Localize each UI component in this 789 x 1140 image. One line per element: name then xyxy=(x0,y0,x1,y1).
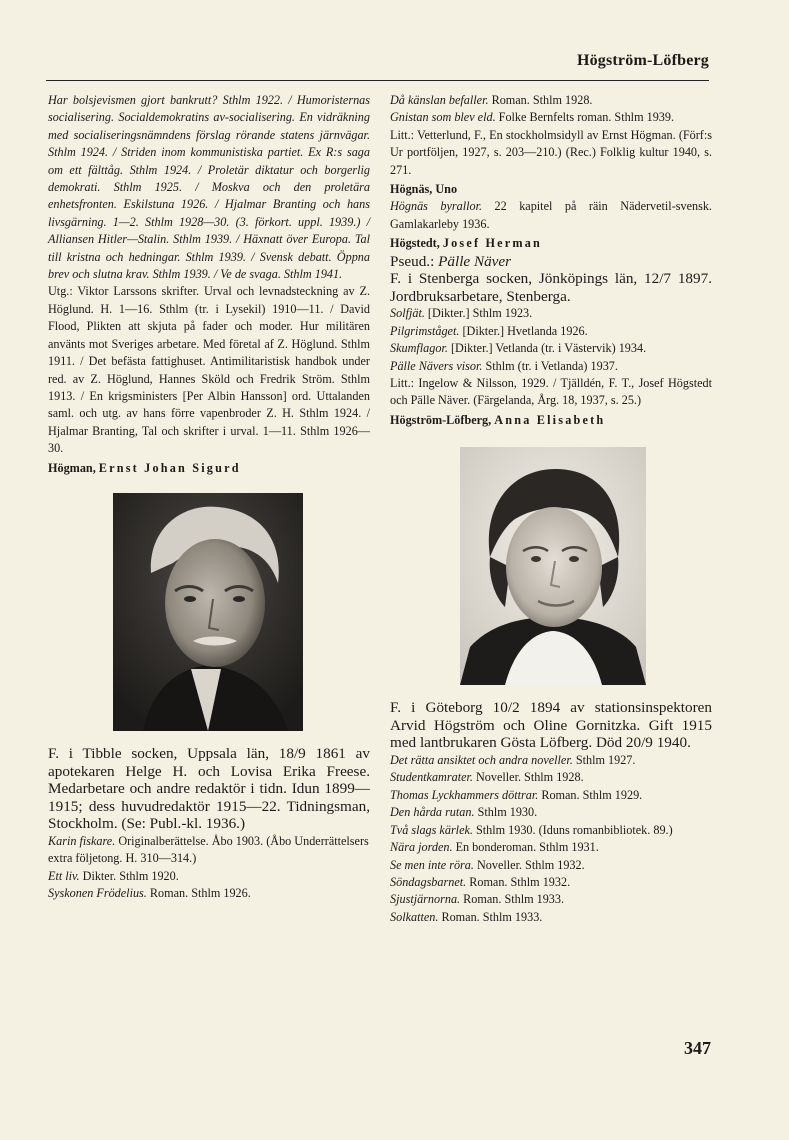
lofberg-biography: F. i Göteborg 10/2 1894 av stationsinspektoren Arvid Högström och Oline Gornitzka. Gift 1915 med lantbrukaren Gösta Löfberg. Död 20/9 1940. xyxy=(390,699,712,752)
hogman-surname: Högman, xyxy=(48,460,96,475)
portrait-lofberg xyxy=(460,447,646,685)
lofberg-given-names: Anna Elisabeth xyxy=(494,412,606,427)
hogman-given-names: Ernst Johan Sigurd xyxy=(98,460,241,475)
hogstedt-literature: Litt.: Ingelow & Nilsson, 1929. / Tjälldén, F. T., Josef Högstedt och Pälle Näver. (Färgelanda, Årg. 18, 1937, s. 25.) xyxy=(390,376,712,408)
lofberg-work-7-details: Noveller. Sthlm 1932. xyxy=(477,857,585,872)
lofberg-work-10-details: Roman. Sthlm 1933. xyxy=(441,909,543,924)
lofberg-work-5 xyxy=(390,822,712,839)
page-number: 347 xyxy=(684,1038,711,1058)
hogman-work-2 xyxy=(48,868,370,885)
hogman-work-3-details: Roman. Sthlm 1926. xyxy=(149,886,251,901)
lofberg-work-8-title: Söndagsbarnet. xyxy=(390,874,467,889)
hogman-work-1-title: Karin fiskare. xyxy=(48,833,116,848)
hogstedt-work-1-details: [Dikter.] Sthlm 1923. xyxy=(427,306,533,321)
hogman-work-1 xyxy=(48,833,370,868)
lofberg-work-8 xyxy=(390,874,712,891)
hogman-work-2-title: Ett liv. xyxy=(48,868,80,883)
lofberg-work-3 xyxy=(390,787,712,804)
hogman-work-2-details: Dikter. Sthlm 1920. xyxy=(82,868,179,883)
hogman-work-4-details: Roman. Sthlm 1928. xyxy=(491,93,593,107)
lofberg-work-7 xyxy=(390,857,712,874)
hogstedt-work-1 xyxy=(390,305,712,322)
hogman-work-4-title: Då känslan befaller. xyxy=(390,93,489,107)
lofberg-work-4-details: Sthlm 1930. xyxy=(477,805,538,820)
hogman-work-4 xyxy=(390,92,712,109)
hognas-work-details: 22 kapitel på räin Nädervetil-svensk. Gamlakarleby 1936. xyxy=(390,199,712,231)
lofberg-work-1 xyxy=(390,752,712,769)
lofberg-work-3-details: Roman. Sthlm 1929. xyxy=(541,787,643,802)
hogstedt-pseudonym xyxy=(390,253,712,271)
lofberg-work-1-title: Det rätta ansiktet och andra noveller. xyxy=(390,753,573,768)
lofberg-surname: Högström-Löfberg, xyxy=(390,412,492,427)
lofberg-work-9-title: Sjustjärnorna. xyxy=(390,892,461,907)
entry-heading-hogstedt xyxy=(390,235,712,252)
left-column xyxy=(48,92,370,903)
header-rule xyxy=(46,80,709,81)
portrait-hogman-image xyxy=(113,493,303,731)
hogstedt-work-2-details: [Dikter.] Hvetlanda 1926. xyxy=(462,323,588,338)
hogstedt-work-3-details: [Dikter.] Vetlanda (tr. i Västervik) 1934. xyxy=(450,341,647,356)
lofberg-work-6-details: En bonderoman. Sthlm 1931. xyxy=(455,840,599,855)
lofberg-work-2-title: Studentkamrater. xyxy=(390,770,473,785)
lofberg-work-6-title: Nära jorden. xyxy=(390,840,453,855)
right-column xyxy=(390,92,712,926)
hogman-work-3-title: Syskonen Frödelius. xyxy=(48,886,147,901)
running-header: Högström-Löfberg xyxy=(576,52,709,69)
hognas-work-title: Högnäs byrallor. xyxy=(390,199,483,214)
lofberg-work-2-details: Noveller. Sthlm 1928. xyxy=(475,770,584,785)
hogstedt-work-4 xyxy=(390,358,712,375)
hogstedt-given-names: Josef Herman xyxy=(442,236,542,251)
entry-heading-hogman xyxy=(48,460,370,477)
lofberg-work-10-title: Solkatten. xyxy=(390,909,439,924)
hogman-work-5-details: Folke Bernfelts roman. Sthlm 1939. xyxy=(498,110,675,125)
entry-heading-lofberg xyxy=(390,412,712,429)
hogstedt-work-1-title: Solfjät. xyxy=(390,306,425,321)
hogman-work-3 xyxy=(48,885,370,902)
hogman-work-5 xyxy=(390,109,712,126)
hogstedt-biography: F. i Stenberga socken, Jönköpings län, 12/7 1897. Jordbruksarbetare, Stenberga. xyxy=(390,270,712,305)
hogstedt-surname: Högstedt, xyxy=(390,236,440,251)
lofberg-work-4-title: Den hårda rutan. xyxy=(390,805,475,820)
portrait-lofberg-image xyxy=(460,447,646,685)
pseudonym-label: Pseud.: xyxy=(390,252,435,270)
hoglund-edited-paragraph: Utg.: Viktor Larssons skrifter. Urval och levnadsteckning av Z. Höglund. H. 1—16. Sthlm (tr. i Lysekil) 1910—11. / David Flood, Plikten att skjuta på fader och moder. Hur militären använts mot Sveriges arbetare. Med företal af Z. Höglund. Sthlm 1911. / Det befästa fattighuset. Antimilitaristisk handbok under red. av Z. Höglund, Hannes Sköld och Fredrik Ström. Sthlm 1913. / En krigsministers [Per Albin Hansson] ord. Uttalanden saml. och utg. av hans förre vapenbroder Z. H. Sthlm 1924. / Hjalmar Branting, Tal och skrifter i urval. 1—11. Sthlm 1926—30. xyxy=(48,284,370,456)
lofberg-work-4 xyxy=(390,804,712,821)
lofberg-work-1-details: Sthlm 1927. xyxy=(575,753,636,768)
lofberg-work-7-title: Se men inte röra. xyxy=(390,857,474,872)
lofberg-work-5-title: Två slags kärlek. xyxy=(390,822,473,837)
hogstedt-work-4-details: Sthlm (tr. i Vetlanda) 1937. xyxy=(485,358,618,373)
entry-heading-hognas: Högnäs, Uno xyxy=(390,182,458,197)
lofberg-work-8-details: Roman. Sthlm 1932. xyxy=(469,874,571,889)
lofberg-work-9-details: Roman. Sthlm 1933. xyxy=(463,892,565,907)
portrait-hogman xyxy=(113,493,303,731)
lofberg-work-2 xyxy=(390,769,712,786)
lofberg-work-5-details: Sthlm 1930. (Iduns romanbibliotek. 89.) xyxy=(475,822,673,837)
hogman-biography: F. i Tibble socken, Uppsala län, 18/9 1861 av apotekaren Helge H. och Lovisa Erika Freese. Medarbetare och andre redaktör i tidn. Idun 1899—1915; dess huvudredaktör 1915—22. Tidningsman, Stockholm. (Se: Publ.-kl. 1936.) xyxy=(48,744,370,833)
hogman-work-1-details: Originalberättelse. Åbo 1903. (Åbo Underrättelsers extra följetong. H. 310—314.) xyxy=(48,833,369,866)
hogstedt-work-3 xyxy=(390,340,712,357)
hogstedt-work-3-title: Skumflagor. xyxy=(390,341,448,356)
hogstedt-work-2 xyxy=(390,323,712,340)
hoglund-works-paragraph: Har bolsjevismen gjort bankrutt? Sthlm 1922. / Humoristernas socialisering. Socialdemokratins av-socialisering. En vidräkning med socialiseringsnämndens förslag rörande statens järnvägar. Sthlm 1924. / Striden inom kommunistiska partiet. Ex R:s saga om ett fälttåg. Sthlm 1924. / Proletär diktatur och borgerlig demokrati. Sthlm 1925. / Moskva och den proletära enhetsfronten. Eskilstuna 1926. / Hjalmar Branting och hans livsgärning. 1—2. Sthlm 1928—30. (3. förkort. uppl. 1939.) / Alliansen Hitler—Stalin. Sthlm 1939. / Häxnatt över Europa. Tal till kristna och hedningar. Sthlm 1939. / Svensk debatt. Öppna brev och slutna krav. Sthlm 1939. / Ve de svaga. Sthlm 1941. xyxy=(48,93,370,282)
lofberg-work-10 xyxy=(390,909,712,926)
hogstedt-work-2-title: Pilgrimståget. xyxy=(390,323,460,338)
hogman-work-5-title: Gnistan som blev eld. xyxy=(390,110,496,125)
hognas-work xyxy=(390,198,712,233)
hogstedt-work-4-title: Pälle Nävers visor. xyxy=(390,358,483,373)
lofberg-work-3-title: Thomas Lyckhammers döttrar. xyxy=(390,787,539,802)
lofberg-work-9 xyxy=(390,891,712,908)
pseudonym-name: Pälle Näver xyxy=(438,252,512,270)
hogman-literature: Litt.: Vetterlund, F., En stockholmsidyll av Ernst Högman. (Förf:s Ur portföljen, 1927, s. 203—210.) (Rec.) Folklig kultur 1940, s. 271. xyxy=(390,127,712,177)
lofberg-work-6 xyxy=(390,839,712,856)
